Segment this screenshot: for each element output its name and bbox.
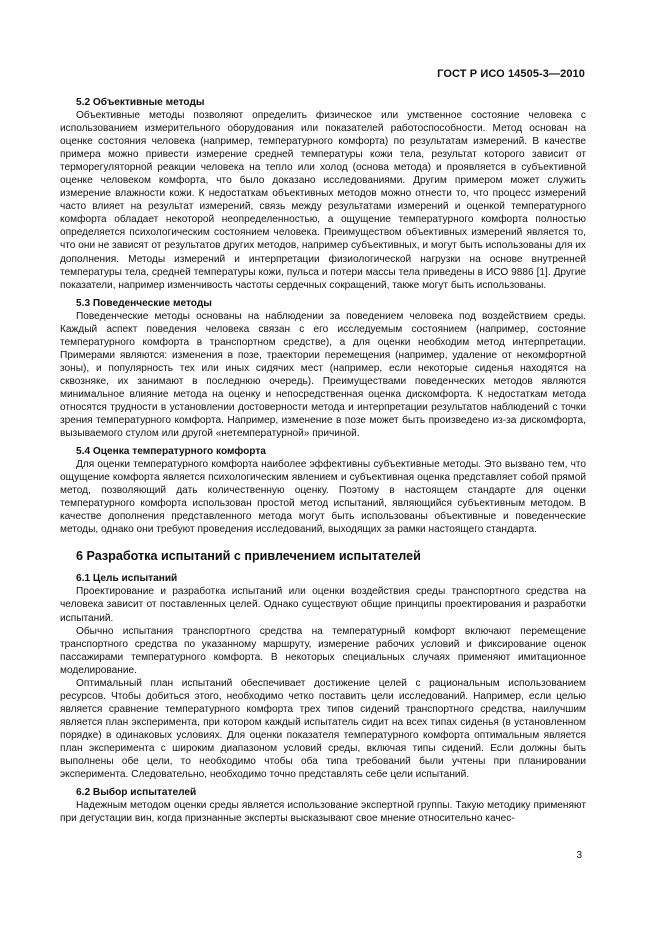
document-standard-number: ГОСТ Р ИСО 14505-3—2010 <box>437 68 585 80</box>
subsection-heading-5-3: 5.3 Поведенческие методы <box>76 297 212 309</box>
document-body <box>60 96 586 825</box>
section-heading-6: 6 Разработка испытаний с привлечением испытателей <box>76 549 421 564</box>
paragraph: Поведенческие методы основаны на наблюдении за поведением человека под воздействием среды. Каждый аспект поведения человека связан с его исследуемым состоянием (например, состояние температурного комфорта в транспортном средстве), а для оценки необходим метод интерпретации. Примерами являются: изменения в позе, траектории перемещения (например, удаление от некомфортной зоны), и популярность тех или иных сидячих мест (например, если некоторые сиденья находятся на сквозняке, их занимают в последнюю очередь). Преимуществами поведенческих методов являются минимальное влияние метода на оценку и непосредственная оценка дискомфорта. К недостаткам метода относятся трудности в установлении достоверности метода и интерпретации результатов наблюдений с точки зрения температурного комфорта. Например, изменение в позе может быть произведено из-за дискомфорта, вызываемого стулом или другой «нетемпературной» причиной. <box>60 310 586 440</box>
subsection-heading-5-2: 5.2 Объективные методы <box>76 97 205 108</box>
page-number: 3 <box>576 850 582 861</box>
paragraph: Объективные методы позволяют определить физическое или умственное состояние человека с использованием измерительного оборудования или показателей работоспособности. Метод основан на оценке состояния человека (например, температурного комфорта) по результатам измерений. В качестве примера можно привести измерение средней температуры кожи тела, результат которого зависит от терморегуляторной реакции человека на тепло или холод (основа метода) и проявляется в субъективной оценке человеком комфорта, что было доказано исследованиями. Другим примером может служить измерение влажности кожи. К недостаткам объективных методов можно отнести то, что процесс измерений часто влияет на результат измерений, связь между результатами измерений и оценкой температурного комфорта обладает некоторой неопределенностью, а ощущение температурного комфорта полностью определяется психологическим состоянием человека. Преимуществом объективных измерений является то, что они не зависят от результатов других методов, например субъективных, и могут быть использованы для их дополнения. Методы измерений и интерпретации физиологической нагрузки на основе внутренней температуры тела, средней температуры кожи, пульса и потери массы тела приведены в ИСО 9886 [1]. Другие показатели, например изменчивость частоты сердечных сокращений, также могут быть использованы. <box>60 110 586 291</box>
paragraph: Для оценки температурного комфорта наиболее эффективны субъективные методы. Это вызвано тем, что ощущение комфорта является психологическим явлением и субъективная оценка представляет собой прямой метод, позволяющий дать количественную оценку. Поэтому в настоящем стандарте для оценки температурного комфорта использован простой метод испытаний, являющийся субъективным методом. В качестве дополнения представленного метода могут быть использованы объективные и поведенческие методы, однако они требуют проведения исследований, выходящих за рамки настоящего стандарта. <box>60 459 586 536</box>
paragraph: Оптимальный план испытаний обеспечивает достижение целей с рациональным использованием ресурсов. Чтобы добиться этого, необходимо четко поставить цели исследований. Например, если целью является сравнение температурного комфорта трех типов сидений транспортного средства, наилучшим является план эксперимента, при котором каждый испытатель сидит на всех типах сиденья (в установленном порядке) в одинаковых условиях. Для оценки показателя температурного комфорта оптимальным является план эксперимента с широким диапазоном условий среды, включая типы сидений. Если должны быть выполнены обе цели, то необходимо чтобы оба типа требований были учтены при планировании эксперимента. Следовательно, необходимо точно представлять себе цели испытаний. <box>60 677 586 781</box>
subsection-heading-6-2: 6.2 Выбор испытателей <box>76 787 197 799</box>
paragraph: Проектирование и разработка испытаний или оценки воздействия среды транспортного средства на человека зависит от поставленных целей. Однако существуют общие принципы проектирования и разработки испытаний. <box>60 586 586 624</box>
paragraph: Обычно испытания транспортного средства на температурный комфорт включают перемещение транспортного средства по указанному маршруту, измерение рабочих условий и фиксирование оценок пассажирами температурного комфорта. В некоторых специальных случаях применяют имитационное моделирование. <box>60 625 586 676</box>
paragraph: Надежным методом оценки среды является использование экспертной группы. Такую методику применяют при дегустации вин, когда признанные эксперты высказывают свое мнение относительно качес- <box>60 800 586 825</box>
subsection-heading-6-1: 6.1 Цель испытаний <box>76 573 178 585</box>
subsection-heading-5-4: 5.4 Оценка температурного комфорта <box>76 446 266 458</box>
